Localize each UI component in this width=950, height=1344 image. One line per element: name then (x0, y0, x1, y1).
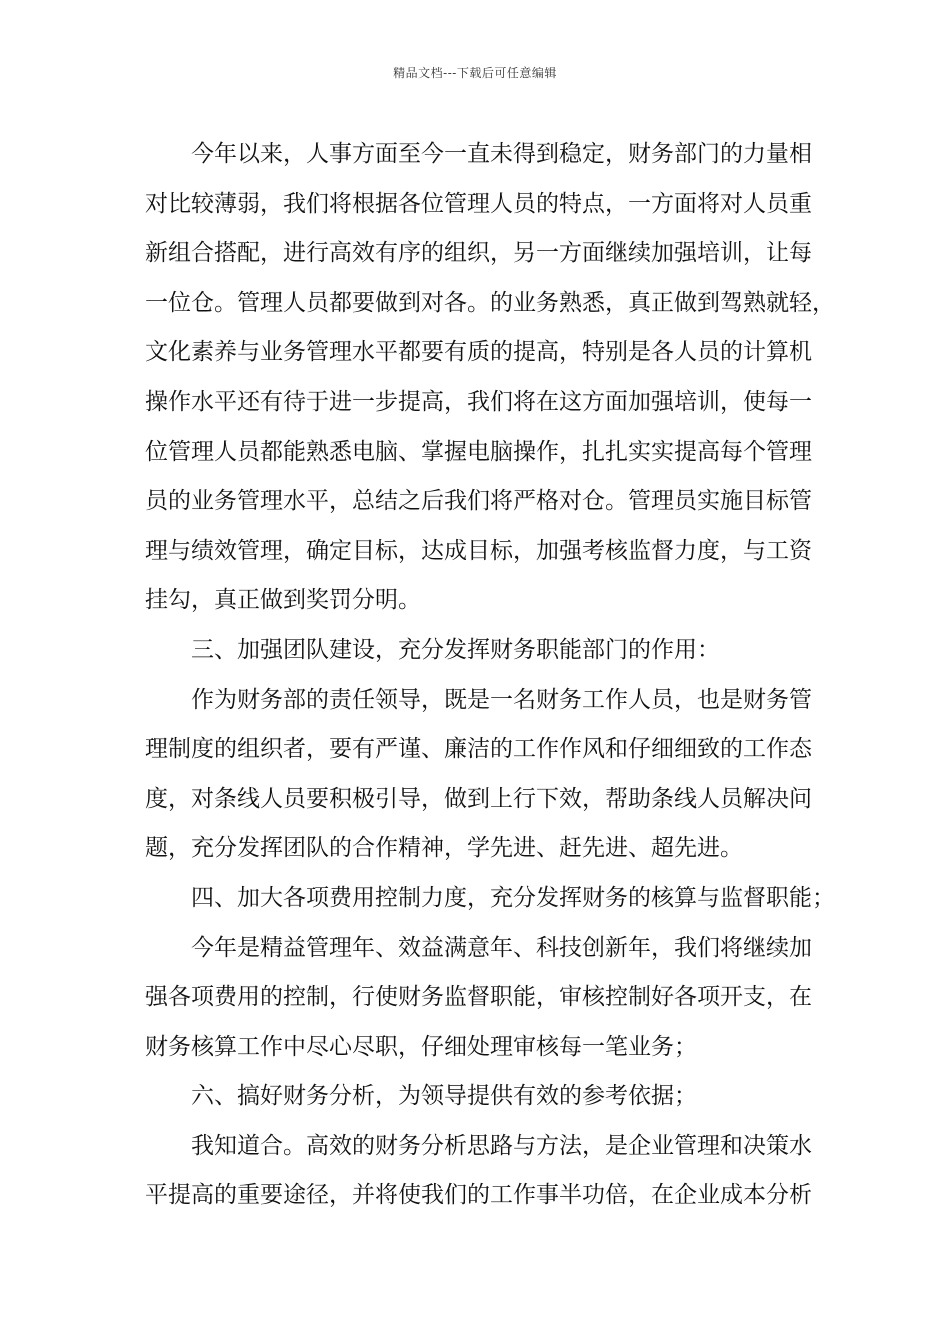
section-heading-4: 四、加大各项费用控制力度，充分发挥财务的核算与监督职能； (191, 884, 835, 911)
text-line: 理制度的组织者，要有严谨、廉洁的工作作风和仔细细致的工作态 (145, 736, 812, 763)
text-line: 平提高的重要途径，并将使我们的工作事半功倍，在企业成本分析 (145, 1182, 812, 1209)
text-line: 今年以来，人事方面至今一直未得到稳定，财务部门的力量相 (191, 141, 812, 167)
text-line: 我知道合。高效的财务分析思路与方法，是企业管理和决策水 (191, 1132, 812, 1159)
text-line: 挂勾，真正做到奖罚分明。 (145, 587, 421, 614)
text-line: 题，充分发挥团队的合作精神，学先进、赶先进、超先进。 (145, 835, 743, 862)
text-line: 文化素养与业务管理水平都要有质的提高，特别是各人员的计算机 (145, 339, 812, 366)
page-header: 精品文档---下载后可任意编辑 (393, 66, 557, 80)
section-heading-6: 六、搞好财务分析，为领导提供有效的参考依据； (191, 1083, 697, 1110)
text-line: 作为财务部的责任领导，既是一名财务工作人员，也是财务管 (191, 686, 812, 713)
text-line: 位管理人员都能熟悉电脑、掌握电脑操作，扎扎实实提高每个管理 (145, 438, 812, 465)
section-heading-3: 三、加强团队建设，充分发挥财务职能部门的作用： (191, 636, 720, 663)
text-line: 一位仓。管理人员都要做到对各。的业务熟悉，真正做到驾熟就轻， (145, 289, 835, 316)
text-line: 新组合搭配，进行高效有序的组织，另一方面继续加强培训，让每 (145, 240, 812, 267)
text-line: 员的业务管理水平，总结之后我们将严格对仓。管理员实施目标管 (145, 488, 812, 515)
document-body (145, 130, 835, 1221)
text-line: 强各项费用的控制，行使财务监督职能，审核控制好各项开支，在 (145, 984, 812, 1011)
text-line: 度，对条线人员要积极引导，做到上行下效，帮助条线人员解决问 (145, 785, 812, 812)
text-line: 对比较薄弱，我们将根据各位管理人员的特点，一方面将对人员重 (145, 190, 812, 217)
text-line: 今年是精益管理年、效益满意年、科技创新年，我们将继续加 (191, 934, 812, 961)
text-line: 理与绩效管理，确定目标，达成目标，加强考核监督力度，与工资 (145, 537, 812, 564)
text-line: 财务核算工作中尽心尽职，仔细处理审核每一笔业务； (145, 1033, 697, 1060)
text-line: 操作水平还有待于进一步提高，我们将在这方面加强培训，使每一 (145, 388, 812, 415)
